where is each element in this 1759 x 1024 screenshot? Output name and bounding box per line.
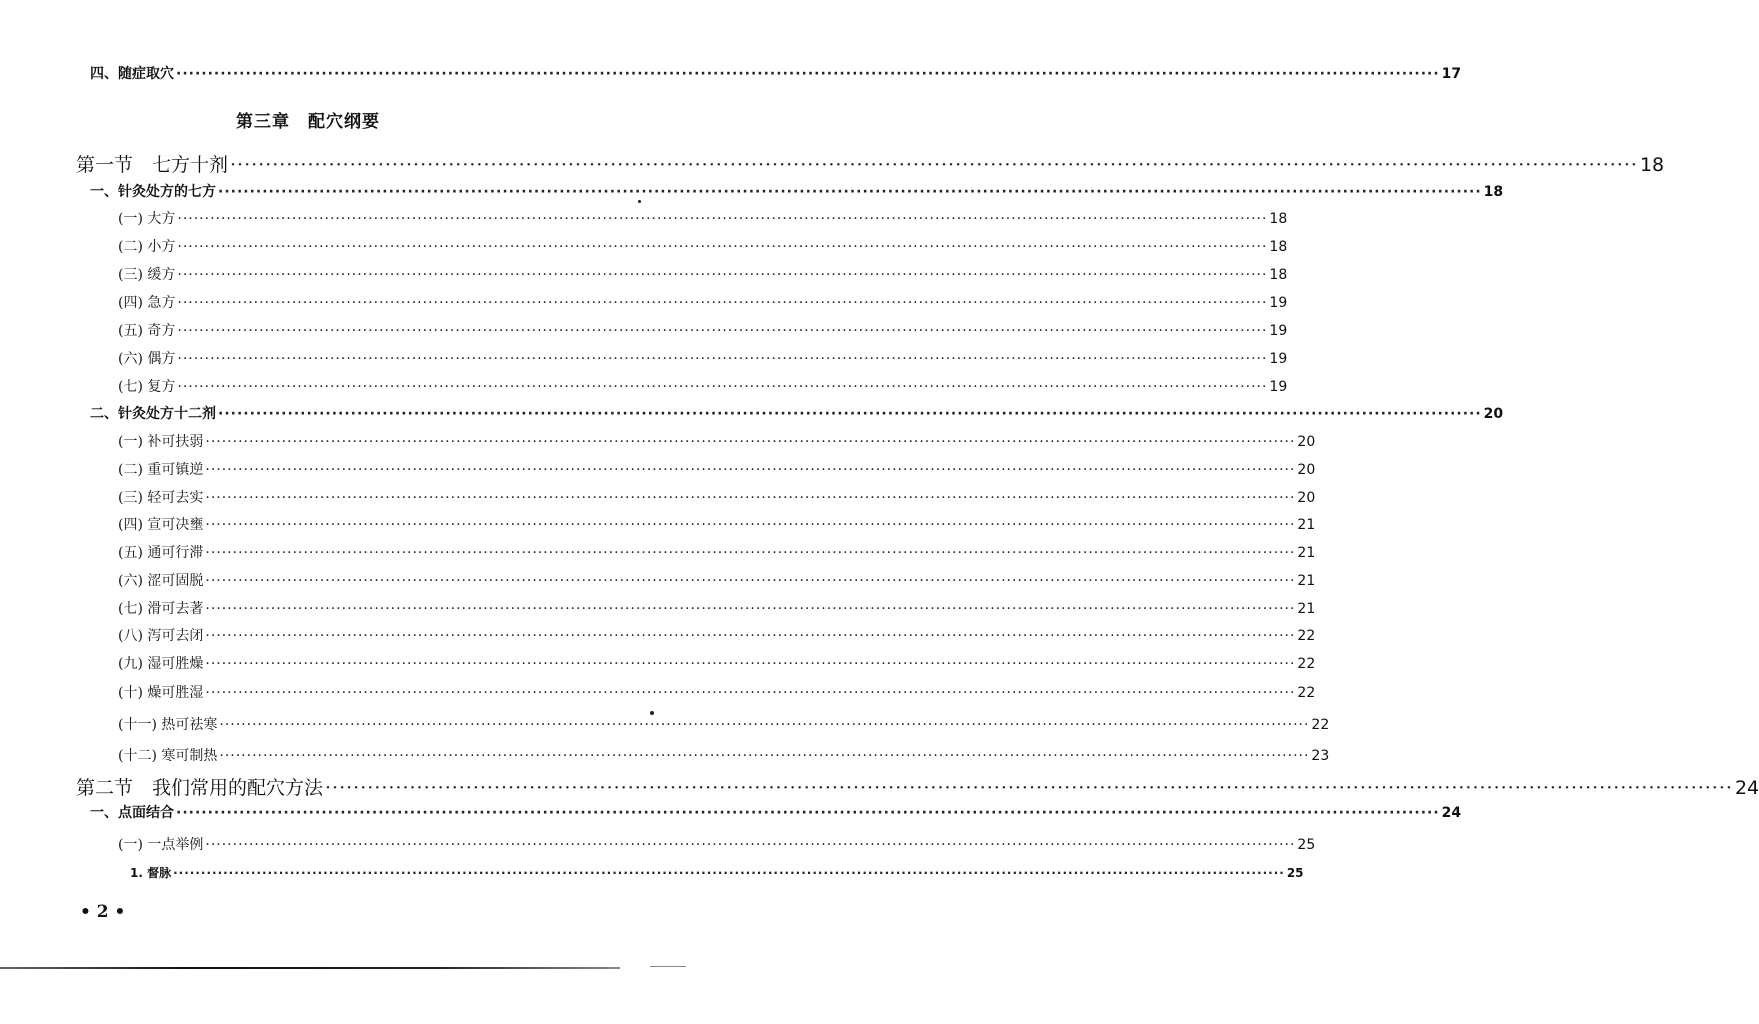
- toc-entry-title: 一、针灸处方的七方: [90, 184, 216, 200]
- toc-page-number: 18: [1269, 211, 1288, 227]
- toc-page-number: 25: [1297, 837, 1316, 853]
- toc-entry-title: (六) 偶方: [118, 351, 176, 367]
- toc-entry: [118, 542, 1316, 562]
- toc-entry: [118, 376, 1288, 396]
- toc-entry: [118, 653, 1316, 673]
- toc-page-number: 25: [1286, 866, 1304, 880]
- toc-entry-title: (七) 滑可去著: [118, 601, 204, 617]
- toc-page-number: 21: [1297, 517, 1316, 533]
- toc-entry: [118, 348, 1288, 368]
- toc-entry-title: (九) 湿可胜燥: [118, 656, 204, 672]
- toc-entry-title: (三) 缓方: [118, 267, 176, 283]
- toc-entry: [118, 714, 1330, 734]
- toc-entry: [118, 208, 1288, 228]
- toc-page-number: 24: [1441, 805, 1462, 821]
- toc-dot-leader: ········································································································································································································: [205, 573, 1296, 589]
- toc-entry: [130, 864, 1304, 881]
- toc-entry-title: 第二节 我们常用的配穴方法: [76, 777, 324, 799]
- toc-entry-title: (三) 轻可去实: [118, 490, 204, 506]
- toc-page-number: 20: [1483, 406, 1504, 422]
- toc-dot-leader: ········································································································································································································: [205, 434, 1296, 450]
- toc-entry: [90, 802, 1462, 822]
- toc-entry: [118, 459, 1316, 479]
- toc-entry-title: 一、点面结合: [90, 805, 174, 821]
- toc-page-number: 17: [1441, 66, 1462, 82]
- toc-entry: [90, 403, 1504, 423]
- chapter-title: 第三章 配穴纲要: [236, 112, 380, 132]
- toc-entry: [118, 682, 1316, 702]
- toc-page-number: 21: [1297, 545, 1316, 561]
- toc-dot-leader: ········································································································································································································: [176, 66, 1440, 82]
- toc-dot-leader: ········································································································································································································: [205, 462, 1296, 478]
- toc-entry-title: (八) 泻可去闭: [118, 628, 204, 644]
- toc-page-number: 20: [1297, 462, 1316, 478]
- toc-entry: [118, 570, 1316, 590]
- bottom-scan-line: [0, 967, 620, 969]
- toc-dot-leader: ········································································································································································································: [177, 379, 1268, 395]
- toc-dot-leader: ········································································································································································································: [230, 154, 1638, 176]
- toc-entry: [118, 236, 1288, 256]
- toc-entry-title: (一) 补可扶弱: [118, 434, 204, 450]
- scan-speck: [650, 711, 654, 715]
- toc-entry-title: (四) 急方: [118, 295, 176, 311]
- toc-entry: [118, 514, 1316, 534]
- toc-entry-title: (十一) 热可祛寒: [118, 717, 218, 733]
- toc-dot-leader: ········································································································································································································: [176, 805, 1440, 821]
- toc-dot-leader: ········································································································································································································: [177, 211, 1268, 227]
- toc-page-number: 24: [1734, 777, 1759, 799]
- toc-entry: [76, 150, 1665, 177]
- toc-page-number: 19: [1269, 351, 1288, 367]
- toc-entry: [118, 598, 1316, 618]
- toc-dot-leader: ········································································································································································································: [205, 517, 1296, 533]
- toc-dot-leader: ········································································································································································································: [177, 267, 1268, 283]
- toc-entry-title: 第一节 七方十剂: [76, 154, 229, 176]
- toc-dot-leader: ········································································································································································································: [205, 490, 1296, 506]
- toc-page-number: 18: [1269, 267, 1288, 283]
- toc-dot-leader: ········································································································································································································: [218, 406, 1482, 422]
- toc-dot-leader: ········································································································································································································: [205, 656, 1296, 672]
- toc-dot-leader: ········································································································································································································: [218, 184, 1482, 200]
- toc-dot-leader: ········································································································································································································: [205, 685, 1296, 701]
- toc-entry: [76, 773, 1759, 800]
- toc-dot-leader: ········································································································································································································: [219, 717, 1310, 733]
- toc-entry-title: (六) 涩可固脱: [118, 573, 204, 589]
- toc-entry: [118, 292, 1288, 312]
- toc-entry-title: (二) 小方: [118, 239, 176, 255]
- toc-entry-title: (七) 复方: [118, 379, 176, 395]
- toc-entry-title: (五) 通可行滞: [118, 545, 204, 561]
- toc-entry-title: (十二) 寒可制热: [118, 748, 218, 764]
- toc-entry: [118, 487, 1316, 507]
- toc-page-number: 20: [1297, 434, 1316, 450]
- toc-dot-leader: ········································································································································································································: [177, 323, 1268, 339]
- toc-page-number: 22: [1297, 656, 1316, 672]
- toc-entry-title: 二、针灸处方十二剂: [90, 406, 216, 422]
- toc-page-number: 22: [1297, 628, 1316, 644]
- toc-entry-title: (二) 重可镇逆: [118, 462, 204, 478]
- toc-entry: [118, 834, 1316, 854]
- toc-page-number: 22: [1297, 685, 1316, 701]
- toc-dot-leader: ········································································································································································································: [173, 866, 1285, 880]
- toc-page-number: 19: [1269, 295, 1288, 311]
- toc-dot-leader: ········································································································································································································: [177, 351, 1268, 367]
- toc-entry-title: (一) 大方: [118, 211, 176, 227]
- toc-dot-leader: ········································································································································································································: [205, 545, 1296, 561]
- toc-entry: [118, 745, 1330, 765]
- toc-entry: [118, 264, 1288, 284]
- page-number: • 2 •: [80, 902, 126, 922]
- toc-page-number: 19: [1269, 323, 1288, 339]
- toc-page-number: 21: [1297, 601, 1316, 617]
- toc-entry-title: (一) 一点举例: [118, 837, 204, 853]
- toc-page-number: 18: [1639, 154, 1665, 176]
- toc-entry: [90, 63, 1462, 83]
- toc-page-number: 21: [1297, 573, 1316, 589]
- toc-dot-leader: ········································································································································································································: [325, 777, 1733, 799]
- toc-entry-title: (十) 燥可胜湿: [118, 685, 204, 701]
- toc-entry-title: (五) 奇方: [118, 323, 176, 339]
- toc-page-number: 23: [1311, 748, 1330, 764]
- scan-speck: [638, 200, 641, 203]
- toc-dot-leader: ········································································································································································································: [219, 748, 1310, 764]
- toc-page-number: 20: [1297, 490, 1316, 506]
- toc-entry: [118, 431, 1316, 451]
- toc-entry: [90, 181, 1504, 201]
- toc-page-number: 22: [1311, 717, 1330, 733]
- toc-page-number: 18: [1269, 239, 1288, 255]
- toc-entry: [118, 320, 1288, 340]
- toc-page-number: 19: [1269, 379, 1288, 395]
- toc-page-number: 18: [1483, 184, 1504, 200]
- toc-dot-leader: ········································································································································································································: [205, 601, 1296, 617]
- toc-entry: [118, 625, 1316, 645]
- toc-entry-title: 1. 督脉: [130, 866, 172, 880]
- toc-entry-title: (四) 宣可决壅: [118, 517, 204, 533]
- toc-entry-title: 四、随症取穴: [90, 66, 174, 82]
- toc-dot-leader: ········································································································································································································: [177, 239, 1268, 255]
- bottom-scan-line-fragment: [650, 966, 686, 967]
- toc-dot-leader: ········································································································································································································: [177, 295, 1268, 311]
- toc-dot-leader: ········································································································································································································: [205, 837, 1296, 853]
- toc-dot-leader: ········································································································································································································: [205, 628, 1296, 644]
